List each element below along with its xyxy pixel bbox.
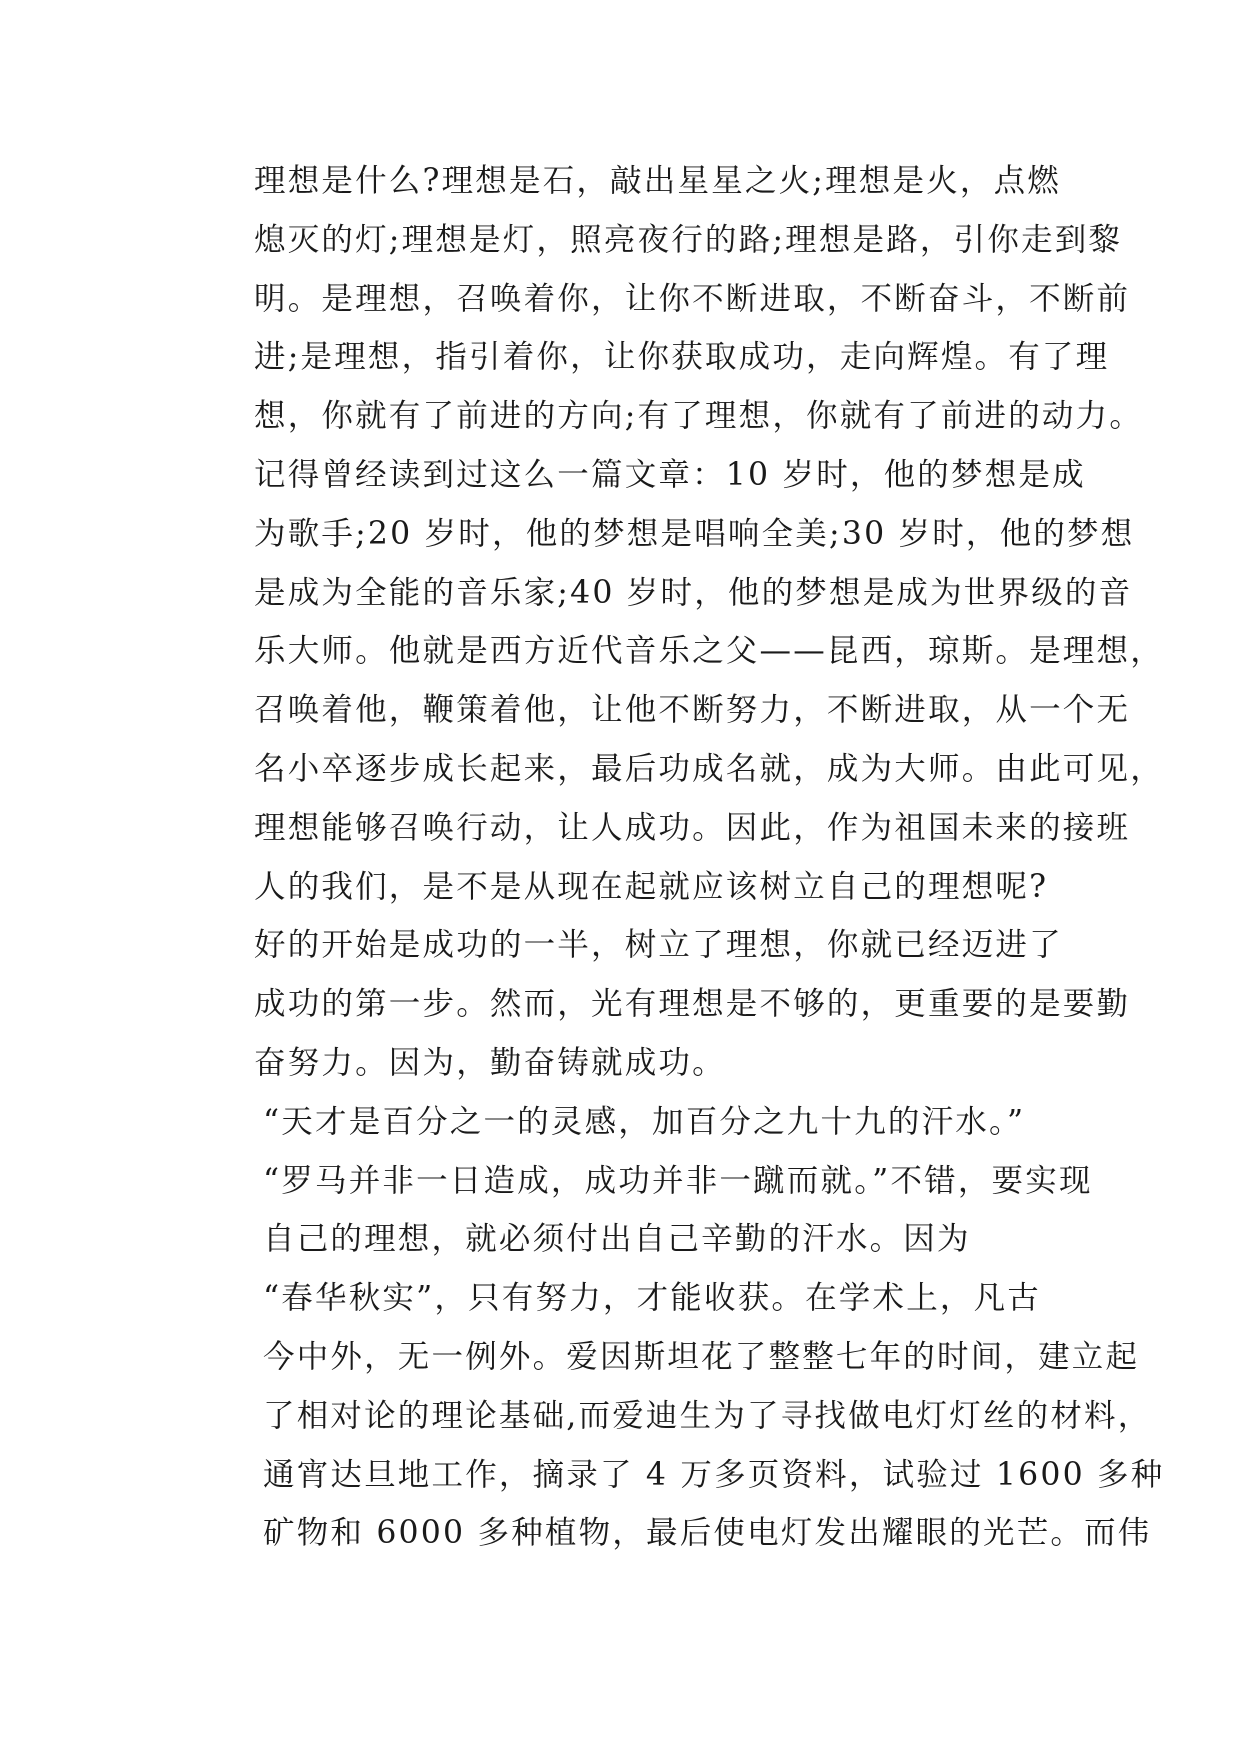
text-line: “天才是百分之一的灵感，加百分之九十九的汗水。”: [263, 1103, 1026, 1140]
paragraph-ideal-definition: [191, 152, 1144, 446]
text-line: 乐大师。他就是西方近代音乐之父——昆西，琼斯。是理想，: [254, 633, 1164, 670]
text-line: 记得曾经读到过这么一篇文章：10 岁时，他的梦想是成: [254, 456, 1086, 493]
text-line: 好的开始是成功的一半，树立了理想，你就已经迈进了: [254, 927, 1063, 964]
text-line: 了相对论的理论基础,而爱迪生为了寻找做电灯灯丝的材料，: [263, 1397, 1152, 1434]
text-line: 成功的第一步。然而，光有理想是不够的，更重要的是要勤: [254, 986, 1131, 1023]
text-line: “罗马并非一日造成，成功并非一蹴而就。”不错，要实现: [263, 1162, 1093, 1199]
text-line: 为歌手;20 岁时，他的梦想是唱响全美;30 岁时，他的梦想: [254, 515, 1135, 552]
text-line: 人的我们，是不是从现在起就应该树立自己的理想呢?: [254, 868, 1049, 905]
text-line: “春华秋实”，只有努力，才能收获。在学术上，凡古: [263, 1280, 1042, 1317]
paragraph-spring-autumn: [191, 1269, 1165, 1563]
paragraph-good-start: [191, 916, 1131, 1092]
text-line: 想，你就有了前进的方向;有了理想，你就有了前进的动力。: [254, 398, 1144, 435]
text-line: 召唤着他，鞭策着他，让他不断努力，不断进取，从一个无: [254, 692, 1131, 729]
text-line: 明。是理想，召唤着你，让你不断进取，不断奋斗，不断前: [254, 280, 1131, 317]
text-line: 理想是什么?理想是石，敲出星星之火;理想是火，点燃: [254, 163, 1062, 199]
text-line: 矿物和 6000 多种植物，最后使电灯发出耀眼的光芒。而伟: [263, 1515, 1152, 1552]
text-line: 是成为全能的音乐家;40 岁时，他的梦想是成为世界级的音: [254, 574, 1133, 611]
text-line: 熄灭的灯;理想是灯，照亮夜行的路;理想是路，引你走到黎: [254, 221, 1123, 258]
text-line: 进;是理想，指引着你，让你获取成功，走向辉煌。有了理: [254, 339, 1110, 376]
paragraph-genius-quote: [191, 1093, 1093, 1269]
text-line: 今中外，无一例外。爱因斯坦花了整整七年的时间，建立起: [263, 1338, 1140, 1375]
text-line: 理想能够召唤行动，让人成功。因此，作为祖国未来的接班: [254, 809, 1131, 846]
text-line: 通宵达旦地工作，摘录了 4 万多页资料，试验过 1600 多种: [263, 1456, 1165, 1493]
paragraph-quincy-jones: [191, 446, 1164, 916]
document-body: [191, 152, 1165, 1563]
text-line: 奋努力。因为，勤奋铸就成功。: [254, 1044, 726, 1081]
text-line: 名小卒逐步成长起来，最后功成名就，成为大师。由此可见，: [254, 750, 1164, 787]
text-line: 自己的理想，就必须付出自己辛勤的汗水。因为: [263, 1221, 971, 1258]
